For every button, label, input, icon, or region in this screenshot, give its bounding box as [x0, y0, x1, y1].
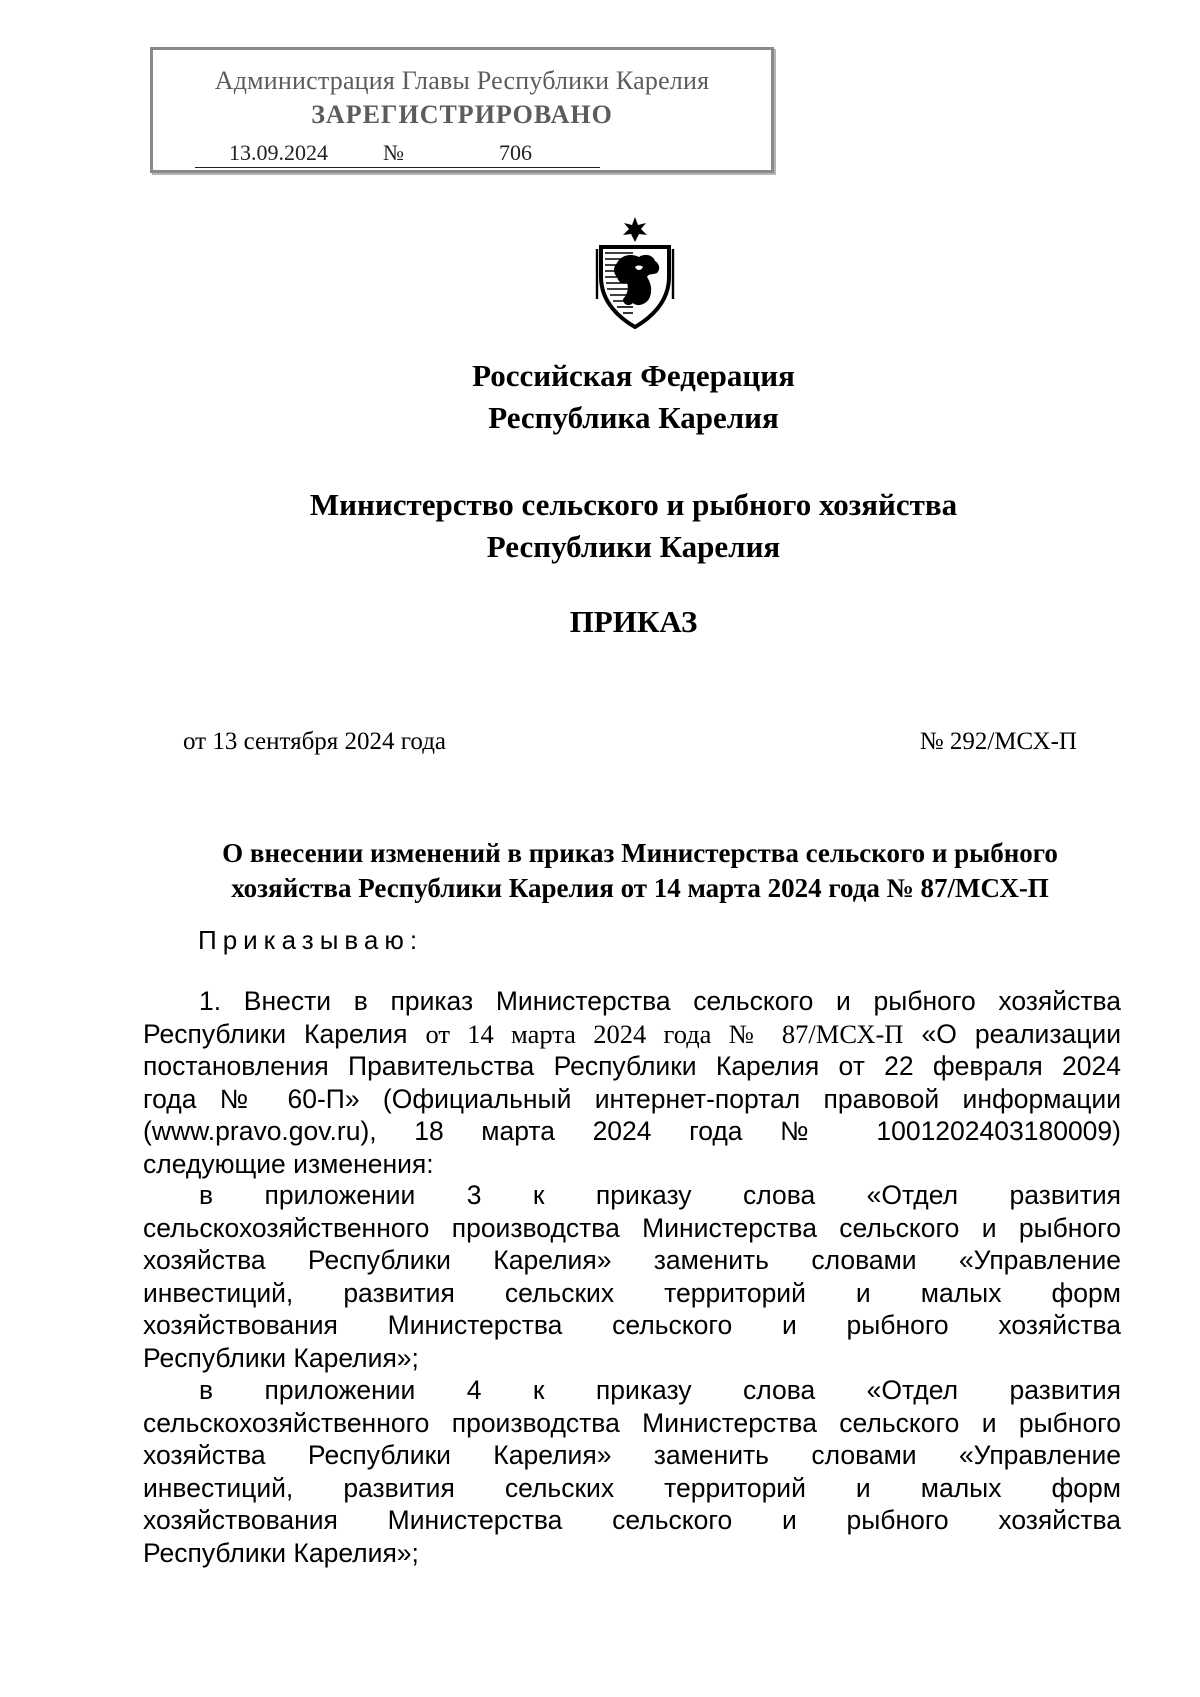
subject-line2: хозяйства Республики Карелия от 14 марта 2024 года № 87/МСХ-П [231, 873, 1049, 903]
ministry-heading-line2: Республики Карелия [486, 529, 781, 564]
paragraph-line: инвестиций, развития сельских территорий и малых форм [143, 1277, 1121, 1308]
paragraph-line: хозяйства Республики Карелия» заменить словами «Управление [143, 1245, 1121, 1275]
paragraph-line: в приложении 4 к приказу слова «Отдел развития [199, 1375, 1121, 1405]
coat-of-arms-emblem [587, 215, 683, 331]
order-verb: Приказываю: [198, 925, 424, 955]
paragraph-fragment: «О реализации [921, 1018, 1122, 1049]
stamp-underline [195, 167, 600, 168]
paragraph-line: постановления Правительства Республики Карелия от 22 февраля 2024 [143, 1051, 1121, 1081]
stamp-authority: Администрация Главы Республики Карелия [214, 66, 710, 95]
paragraph-1 [143, 985, 1121, 1180]
stamp-date: 13.09.2024 [229, 140, 328, 165]
paragraph-line: Республики Карелия»; [143, 1342, 419, 1373]
document-type-heading: ПРИКАЗ [569, 604, 698, 639]
paragraph-line: 1. Внести в приказ Министерства сельского и рыбного хозяйства [199, 986, 1121, 1016]
stamp-registered-label: ЗАРЕГИСТРИРОВАНО [311, 100, 613, 129]
registration-stamp [150, 47, 774, 173]
republic-heading: Республика Карелия [488, 400, 779, 435]
stamp-number: 706 [499, 140, 532, 165]
paragraph-line: года № 60-П» (Официальный интернет-портал правовой информации [143, 1083, 1121, 1114]
document-number: № 292/МСХ-П [919, 728, 1077, 755]
stamp-number-label: № [383, 140, 404, 165]
paragraph-line: Республики Карелия»; [143, 1537, 419, 1568]
paragraph-line-mixed [143, 1018, 1121, 1051]
paragraph-fragment: Республики Карелия [143, 1018, 408, 1049]
paragraph-fragment-serif: от 14 марта 2024 года № 87/МСХ-П [425, 1018, 904, 1049]
document-date: от 13 сентября 2024 года [183, 728, 447, 755]
paragraph-line: сельскохозяйственного производства Министерства сельского и рыбного [143, 1212, 1121, 1243]
paragraph-line: хозяйства Республики Карелия» заменить словами «Управление [143, 1440, 1121, 1470]
paragraph-line: инвестиций, развития сельских территорий и малых форм [143, 1472, 1121, 1503]
paragraph-line: хозяйствования Министерства сельского и рыбного хозяйства [143, 1310, 1121, 1340]
paragraph-line: следующие изменения: [143, 1148, 434, 1179]
country-heading: Российская Федерация [472, 358, 795, 393]
subject-line1: О внесении изменений в приказ Министерства сельского и рыбного [222, 838, 1058, 868]
paragraph-line: (www.pravo.gov.ru), 18 марта 2024 года № 1001202403180009) [143, 1116, 1121, 1146]
ministry-heading-line1: Министерство сельского и рыбного хозяйства [309, 487, 958, 522]
paragraph-line: в приложении 3 к приказу слова «Отдел развития [199, 1180, 1121, 1210]
paragraph-line: сельскохозяйственного производства Министерства сельского и рыбного [143, 1407, 1121, 1438]
paragraph-line: хозяйствования Министерства сельского и рыбного хозяйства [143, 1505, 1121, 1535]
stamp-registration-row [195, 140, 600, 168]
paragraph-2 [143, 1179, 1121, 1374]
paragraph-3 [143, 1374, 1121, 1569]
